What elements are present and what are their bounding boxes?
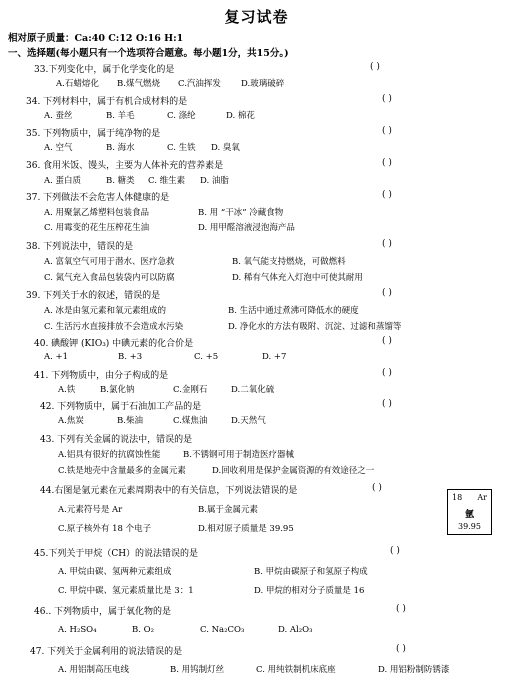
question-stem: 41. 下列物质中，由分子构成的是: [34, 371, 169, 381]
option: D.天然气: [231, 416, 266, 426]
option: C. 涤纶: [167, 111, 196, 121]
question-stem: 33.下列变化中，属于化学变化的是: [34, 65, 175, 75]
option: B.不锈钢可用于制造医疗器械: [183, 450, 294, 460]
option: A.焦炭: [58, 416, 84, 426]
option: A. 蚕丝: [44, 111, 73, 121]
answer-blank[interactable]: ( ): [372, 483, 382, 493]
answer-blank[interactable]: ( ): [390, 546, 400, 556]
option: C. 氮气充入食品包装袋内可以防腐: [44, 273, 175, 283]
answer-blank[interactable]: ( ): [382, 336, 392, 346]
option: D. 用铝粉制防锈漆: [378, 665, 450, 675]
option: D. 用甲醛溶液浸泡海产品: [198, 223, 295, 233]
question-stem: 44.右图是氩元素在元素周期表中的有关信息，下列说法错误的是: [40, 486, 298, 496]
answer-blank[interactable]: ( ): [396, 604, 406, 614]
question-stem: 42. 下列物质中，属于石油加工产品的是: [40, 402, 202, 412]
atomic-mass-line: 相对原子质量：Ca:40 C:12 O:16 H:1: [8, 33, 184, 44]
option: C.金刚石: [173, 385, 208, 395]
answer-blank[interactable]: ( ): [382, 190, 392, 200]
question-stem: 40. 碘酸钾 (KIO₃) 中碘元素的化合价是: [34, 339, 194, 349]
option: D. +7: [262, 352, 287, 362]
option: C. Na₂CO₃: [200, 625, 245, 635]
question-stem: 38. 下列说法中，错误的是: [26, 242, 134, 252]
option: B.煤气燃烧: [117, 79, 160, 89]
option: D.二氧化硫: [231, 385, 275, 395]
option: D.回收利用是保护金属资源的有效途径之一: [212, 466, 375, 476]
answer-blank[interactable]: ( ): [382, 126, 392, 136]
answer-blank[interactable]: ( ): [382, 288, 392, 298]
option: C. 生铁: [167, 143, 196, 153]
question-stem: 45.下列关于甲烷（CH）的说法错误的是: [34, 549, 199, 559]
option: C. 用纯铁制机床底座: [256, 665, 336, 675]
option: A. +1: [44, 352, 69, 362]
question-stem: 36. 食用米饭、馒头，主要为人体补充的营养素是: [26, 161, 224, 171]
option: A. 用聚氯乙烯塑料包装食品: [44, 208, 150, 218]
answer-blank[interactable]: ( ): [382, 399, 392, 409]
option: B.属于金属元素: [198, 505, 258, 515]
option: A. 用铝制高压电线: [58, 665, 130, 675]
answer-blank[interactable]: ( ): [382, 94, 392, 104]
page-title: 复习试卷: [224, 8, 289, 26]
option: B. 氧气能支持燃烧，可做燃料: [232, 257, 346, 267]
question-stem: 39. 下列关于水的叙述，错误的是: [26, 291, 161, 301]
option: A. 富氧空气可用于潜水、医疗急救: [44, 257, 175, 267]
option: B. 用钨制灯丝: [170, 665, 225, 675]
question-stem: 35. 下列物质中，属于纯净物的是: [26, 129, 161, 139]
option: A.元素符号是 Ar: [58, 505, 123, 515]
periodic-table-card: [447, 489, 492, 535]
option: A.铝具有很好的抗腐蚀性能: [58, 450, 161, 460]
option: B. 甲烷由碳原子和氢原子构成: [254, 567, 368, 577]
question-stem: 43. 下列有关金属的说法中，错误的是: [40, 435, 193, 445]
element-name: 氩: [464, 510, 474, 520]
option: C.铁是地壳中含量最多的金属元素: [58, 466, 186, 476]
option: C. 用霉变的花生压榨花生油: [44, 223, 150, 233]
option: B. 糖类: [106, 176, 135, 186]
answer-blank[interactable]: ( ): [396, 644, 406, 654]
option: A. 蛋白质: [44, 176, 82, 186]
option: B.氯化钠: [100, 385, 135, 395]
option: D.相对原子质量是 39.95: [198, 524, 294, 534]
answer-blank[interactable]: ( ): [370, 62, 380, 72]
option: C.原子核外有 18 个电子: [58, 524, 152, 534]
option: C. +5: [194, 352, 219, 362]
option: C. 生活污水直接排放不会造成水污染: [44, 322, 184, 332]
option: A.铁: [58, 385, 76, 395]
atomic-mass: 39.95: [458, 522, 481, 531]
option: B. 用 “干冰” 冷藏食物: [198, 208, 284, 218]
option: B. 生活中通过煮沸可降低水的硬度: [228, 306, 359, 316]
question-stem: 37. 下列做法不会危害人体健康的是: [26, 193, 170, 203]
option: D. 棉花: [226, 111, 255, 121]
option: D. 甲烷的相对分子质量是 16: [254, 586, 365, 596]
answer-blank[interactable]: ( ): [382, 239, 392, 249]
option: C. 甲烷中碳、氢元素质量比是 3：1: [58, 586, 194, 596]
option: B. 羊毛: [106, 111, 135, 121]
option: D. 油脂: [200, 176, 229, 186]
option: A. 甲烷由碳、氢两种元素组成: [58, 567, 172, 577]
option: A. H₂SO₄: [58, 625, 97, 635]
option: D.玻璃破碎: [241, 79, 285, 89]
question-stem: 46.. 下列物质中，属于氧化物的是: [34, 607, 172, 617]
option: D. 臭氧: [211, 143, 240, 153]
option: B. O₂: [132, 625, 155, 635]
atomic-number: 18: [452, 493, 463, 502]
section-heading: 一、选择题(每小题只有一个选项符合题意。每小题1分，共15分。): [8, 48, 289, 59]
element-symbol: Ar: [477, 493, 487, 502]
answer-blank[interactable]: ( ): [382, 368, 392, 378]
question-stem: 47. 下列关于金属利用的说法错误的是: [30, 647, 183, 657]
option: C.煤焦油: [173, 416, 208, 426]
option: D. 稀有气体充入灯泡中可使其耐用: [232, 273, 363, 283]
option: C. 维生素: [148, 176, 186, 186]
option: C.汽油挥发: [178, 79, 221, 89]
answer-blank[interactable]: ( ): [382, 158, 392, 168]
option: A. 冰是由氢元素和氧元素组成的: [44, 306, 167, 316]
option: D. Al₂O₃: [278, 625, 313, 635]
option: D. 净化水的方法有吸附、沉淀、过滤和蒸馏等: [228, 322, 402, 332]
option: B.柴油: [117, 416, 143, 426]
question-stem: 34. 下列材料中，属于有机合成材料的是: [26, 97, 188, 107]
option: B. +3: [118, 352, 143, 362]
option: A.石蜡熔化: [56, 79, 99, 89]
option: A. 空气: [44, 143, 73, 153]
option: B. 海水: [106, 143, 135, 153]
